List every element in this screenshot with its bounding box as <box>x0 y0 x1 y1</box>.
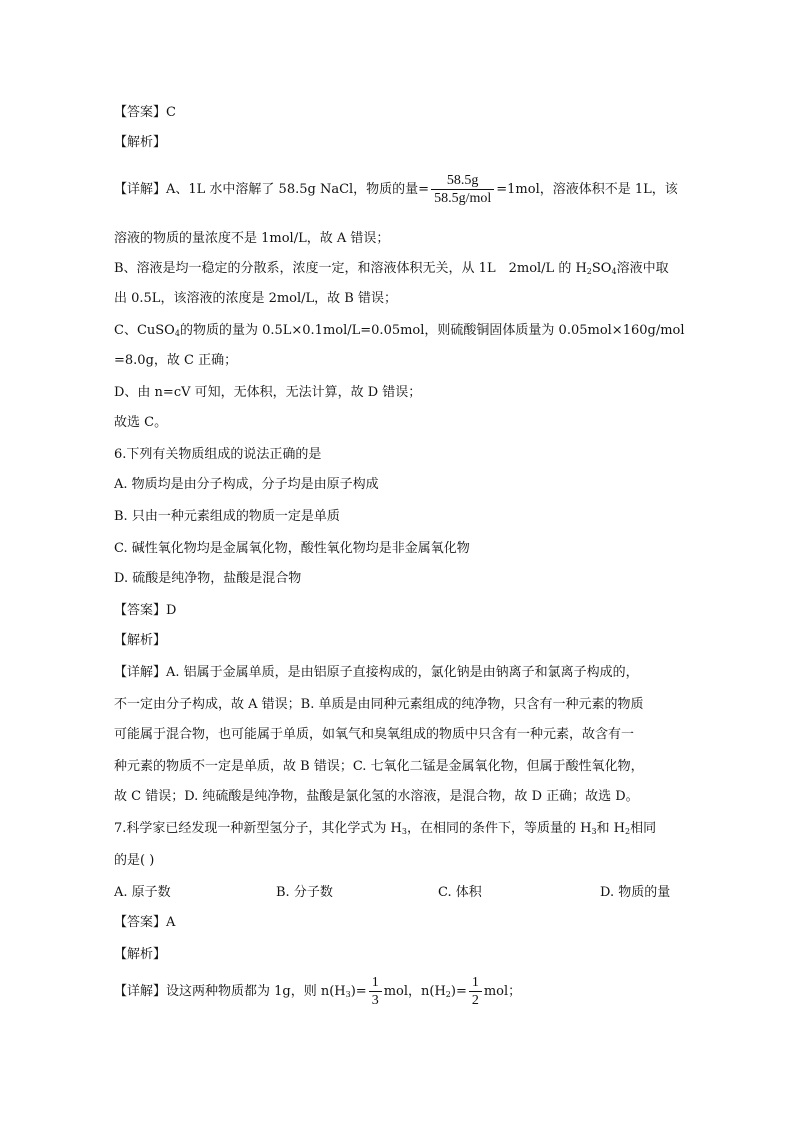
q5-detail-a-line2: 溶液的物质的量浓度不是 1mol/L，故 A 错误； <box>114 231 390 246</box>
q7-stem-mid: ，在相同的条件下，等质量的 H <box>406 821 592 836</box>
q5-detail-c-pre: C、CuSO <box>114 323 175 338</box>
fraction-denominator: 58.5g/mol <box>434 191 492 206</box>
subscript: 3 <box>401 827 407 836</box>
q7-option-a: A. 原子数 <box>114 885 171 900</box>
q5-analysis-heading: 【解析】 <box>114 135 167 150</box>
fraction-molar <box>431 172 494 207</box>
q6-detail-line4: 种元素的物质不一定是单质，故 B 错误；C. 七氧化二锰是金属氧化物，但属于酸性氧化物， <box>114 759 644 774</box>
subscript: 2 <box>625 827 631 836</box>
q7-stem-post: 相同 <box>630 821 657 836</box>
q5-detail-b-post: 溶液中取 <box>616 261 669 276</box>
q7-detail-post: mol； <box>483 984 522 999</box>
fraction-one-half <box>469 974 482 1009</box>
fraction-numerator: 1 <box>369 974 382 992</box>
q7-detail-mid: mol，n(H <box>383 984 446 999</box>
q6-detail-line3: 可能属于混合物，也可能属于单质，如氧气和臭氧组成的物质中只含有一种元素，故含有一 <box>114 727 635 742</box>
q5-answer: 【答案】C <box>114 105 176 120</box>
q6-stem: 6.下列有关物质组成的说法正确的是 <box>114 447 322 462</box>
q5-detail-a-pre: 【详解】A、1L 水中溶解了 58.5g NaCl，物质的量= <box>114 182 430 197</box>
subscript: 4 <box>611 267 617 276</box>
q5-conclusion: 故选 C。 <box>114 415 168 430</box>
q6-option-a: A. 物质均是由分子构成，分子均是由原子构成 <box>114 477 379 492</box>
q7-detail-pre: 【详解】设这两种物质都为 1g，则 n(H <box>114 984 346 999</box>
q6-detail-line2: 不一定由分子构成，故 A 错误；B. 单质是由同种元素组成的纯净物，只含有一种元素的物质 <box>114 697 644 712</box>
q7-detail <box>114 972 521 1012</box>
q5-detail-c-post: 的物质的量为 0.5L×0.1mol/L=0.05mol，则硫酸铜固体质量为 0.05mol×160g/mol <box>179 323 685 338</box>
q6-analysis-heading: 【解析】 <box>114 633 167 648</box>
q7-option-c: C. 体积 <box>438 885 482 900</box>
q6-option-c: C. 碱性氧化物均是金属氧化物，酸性氧化物均是非金属氧化物 <box>114 541 470 556</box>
fraction-numerator: 1 <box>469 974 482 992</box>
q6-answer: 【答案】D <box>114 603 177 618</box>
q5-detail-c-line2: =8.0g，故 C 正确； <box>114 353 238 368</box>
q7-answer: 【答案】A <box>114 915 176 930</box>
q5-detail-b-pre: B、溶液是均一稳定的分散系，浓度一定，和溶液体积无关，从 1L 2mol/L 的 H <box>114 261 587 276</box>
q7-option-d: D. 物质的量 <box>600 885 671 900</box>
q7-stem-mid2: 和 H <box>596 821 626 836</box>
q7-stem-pre: 7.科学家已经发现一种新型氢分子，其化学式为 H <box>114 821 402 836</box>
fraction-denominator: 2 <box>471 993 479 1008</box>
subscript: 4 <box>174 329 180 338</box>
q6-detail-line5: 故 C 错误；D. 纯硫酸是纯净物，盐酸是氯化氢的水溶液，是混合物，故 D 正确；故选 D。 <box>114 789 639 804</box>
fraction-numerator: 58.5g <box>431 172 494 190</box>
subscript: 3 <box>591 827 597 836</box>
subscript: 3 <box>345 990 351 999</box>
subscript: 2 <box>445 990 451 999</box>
q7-detail-eq1: )= <box>350 984 367 999</box>
q5-detail-a-post: =1mol，溶液体积不是 1L，该 <box>496 182 678 197</box>
fraction-one-third <box>369 974 382 1009</box>
q5-detail-a-line1 <box>114 170 678 210</box>
q6-detail-line1: 【详解】A. 铝属于金属单质，是由铝原子直接构成的，氯化钠是由钠离子和氯离子构成的， <box>114 665 639 680</box>
q7-stem-line1 <box>114 820 656 838</box>
q7-stem-line2: 的是( ) <box>114 853 155 868</box>
q7-detail-eq2: )= <box>450 984 467 999</box>
q5-detail-d: D、由 n=cV 可知，无体积，无法计算，故 D 错误； <box>114 385 422 400</box>
q6-option-d: D. 硫酸是纯净物，盐酸是混合物 <box>114 571 302 586</box>
fraction-denominator: 3 <box>371 993 379 1008</box>
q7-analysis-heading: 【解析】 <box>114 947 167 962</box>
q5-detail-c-line1 <box>114 322 685 340</box>
q5-detail-b-mid: SO <box>591 261 612 276</box>
q6-option-b: B. 只由一种元素组成的物质一定是单质 <box>114 509 340 524</box>
q5-detail-b-line2: 出 0.5L，该溶液的浓度是 2mol/L，故 B 错误； <box>114 291 397 306</box>
subscript: 2 <box>586 267 592 276</box>
q7-option-b: B. 分子数 <box>276 885 333 900</box>
q5-detail-b-line1 <box>114 260 669 278</box>
